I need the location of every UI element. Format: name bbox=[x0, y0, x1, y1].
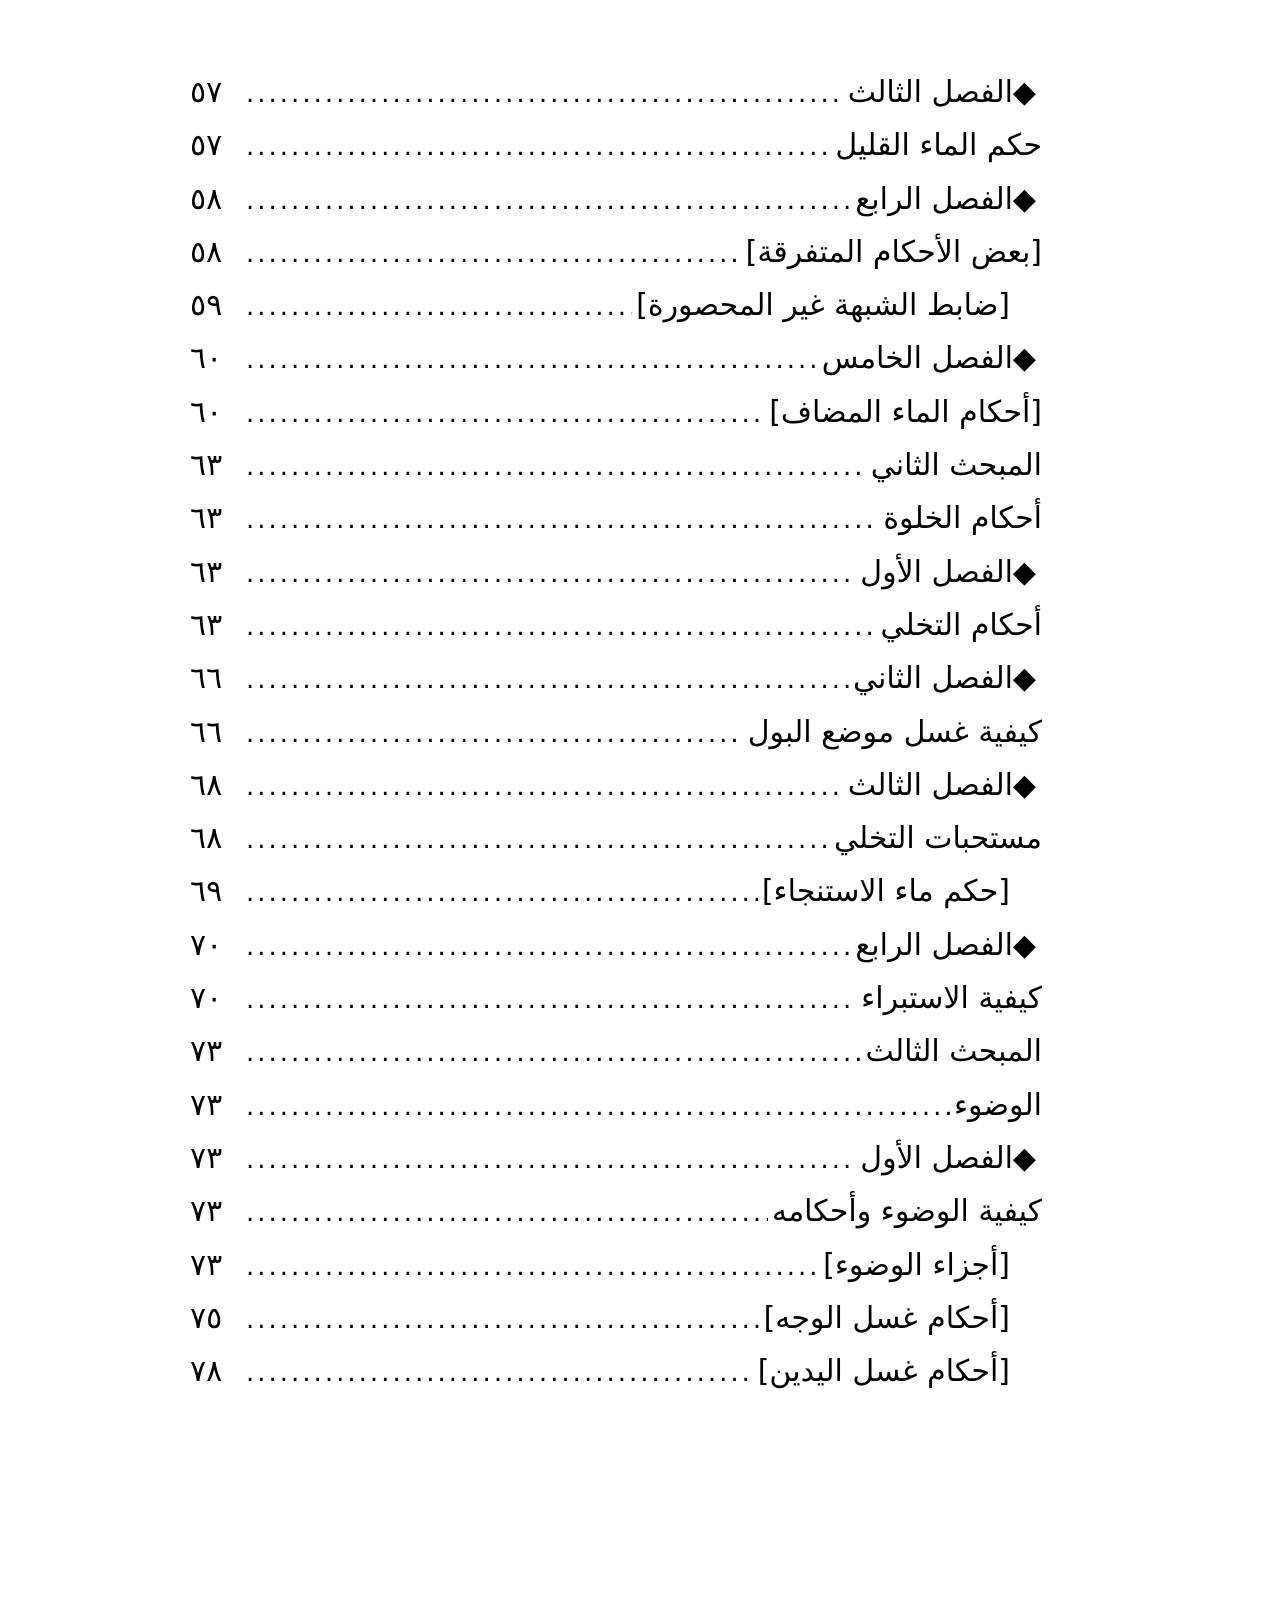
dot-leader bbox=[246, 68, 844, 121]
toc-entry bbox=[190, 386, 1042, 439]
dot-leader bbox=[246, 974, 857, 1027]
dot-leader bbox=[246, 921, 851, 974]
toc-entry bbox=[190, 706, 1042, 759]
toc-entry-page: ٥٧ bbox=[190, 128, 223, 164]
toc-entry-page: ٧٣ bbox=[190, 1194, 223, 1230]
toc-entry-page: ٦٦ bbox=[190, 661, 223, 697]
toc-entry-page: ٧٣ bbox=[190, 1247, 223, 1283]
dot-leader bbox=[246, 1187, 768, 1240]
toc-entry-title: ◆الفصل الخامس bbox=[821, 341, 1036, 377]
toc-entry bbox=[190, 1079, 1042, 1132]
dot-leader bbox=[246, 121, 831, 174]
toc-entry bbox=[190, 865, 1042, 918]
toc-entry bbox=[190, 1025, 1042, 1078]
toc-entry bbox=[190, 173, 1042, 226]
toc-entry-title: الوضوء bbox=[953, 1087, 1042, 1123]
toc-entry-title: ◆الفصل الأول bbox=[860, 554, 1036, 590]
toc-entry-page: ٧٨ bbox=[190, 1354, 223, 1390]
toc-entry bbox=[190, 1292, 1042, 1345]
toc-entry-page: ٧٣ bbox=[190, 1140, 223, 1176]
toc-entry-page: ٦٩ bbox=[190, 874, 223, 910]
toc-entry-title: ◆الفصل الثاني bbox=[852, 661, 1036, 697]
toc-entry-title: ◆الفصل الرابع bbox=[855, 927, 1036, 963]
dot-leader bbox=[246, 761, 844, 814]
toc-entry bbox=[190, 279, 1042, 332]
toc-entry-page: ٦٨ bbox=[190, 767, 223, 803]
dot-leader bbox=[246, 1081, 950, 1134]
dot-leader bbox=[246, 228, 742, 281]
toc-entry-title: مستحبات التخلي bbox=[833, 821, 1042, 857]
toc-entry-title: [أحكام غسل الوجه] bbox=[763, 1300, 1010, 1336]
toc-entry-title: أحكام الخلوة bbox=[883, 501, 1042, 537]
dot-leader bbox=[246, 1294, 760, 1347]
toc-entry-title: كيفية الاستبراء bbox=[861, 981, 1042, 1017]
toc-entry bbox=[190, 652, 1042, 705]
toc-entry bbox=[190, 972, 1042, 1025]
toc-entry-page: ٦٨ bbox=[190, 821, 223, 857]
toc-entry-page: ٦٠ bbox=[190, 341, 223, 377]
dot-leader bbox=[246, 708, 744, 761]
toc-entry-page: ٦٣ bbox=[190, 501, 223, 537]
toc-entry-page: ٦٣ bbox=[190, 607, 223, 643]
dot-leader bbox=[246, 281, 632, 334]
toc-entry bbox=[190, 1345, 1042, 1398]
toc-entry-page: ٧٠ bbox=[190, 927, 223, 963]
dot-leader bbox=[246, 334, 818, 387]
toc-entry bbox=[190, 919, 1042, 972]
toc-entry bbox=[190, 332, 1042, 385]
toc-entry bbox=[190, 119, 1042, 172]
toc-entry-title: ◆الفصل الرابع bbox=[855, 181, 1036, 217]
dot-leader bbox=[246, 388, 765, 441]
toc-entry-title: [حكم ماء الاستنجاء] bbox=[761, 874, 1010, 910]
toc-entry-title: حكم الماء القليل bbox=[835, 128, 1042, 164]
toc-entry-page: ٧٥ bbox=[190, 1300, 223, 1336]
toc-entry bbox=[190, 1239, 1042, 1292]
dot-leader bbox=[246, 814, 830, 867]
toc-entry-title: ◆الفصل الثالث bbox=[847, 75, 1036, 110]
toc-entry-title: [أحكام الماء المضاف] bbox=[769, 394, 1042, 430]
toc-entry bbox=[190, 812, 1042, 865]
toc-entry-title: ◆الفصل الأول bbox=[860, 1140, 1036, 1176]
toc-entry bbox=[190, 439, 1042, 492]
dot-leader bbox=[246, 1347, 754, 1400]
dot-leader bbox=[246, 441, 867, 494]
toc-entry-page: ٥٨ bbox=[190, 181, 223, 217]
toc-entry bbox=[190, 1132, 1042, 1185]
toc-entry-title: [ضابط الشبهة غير المحصورة] bbox=[636, 288, 1010, 324]
toc-entry bbox=[190, 66, 1042, 119]
table-of-contents bbox=[190, 66, 1042, 1398]
dot-leader bbox=[246, 548, 856, 601]
dot-leader bbox=[246, 1134, 856, 1187]
toc-entry bbox=[190, 1185, 1042, 1238]
toc-entry bbox=[190, 759, 1042, 812]
toc-entry-title: [أحكام غسل اليدين] bbox=[757, 1354, 1010, 1390]
toc-entry-title: أحكام التخلي bbox=[880, 607, 1042, 643]
toc-entry-page: ٥٩ bbox=[190, 288, 223, 324]
toc-entry bbox=[190, 546, 1042, 599]
toc-entry bbox=[190, 492, 1042, 545]
toc-entry-page: ٥٨ bbox=[190, 234, 223, 270]
toc-entry-page: ٧٣ bbox=[190, 1034, 223, 1070]
dot-leader bbox=[246, 1027, 862, 1080]
dot-leader bbox=[246, 494, 879, 547]
toc-entry-title: المبحث الثاني bbox=[870, 448, 1042, 484]
toc-entry-page: ٧٠ bbox=[190, 981, 223, 1017]
toc-entry-page: ٦٠ bbox=[190, 394, 223, 430]
dot-leader bbox=[246, 1241, 819, 1294]
toc-entry-title: [بعض الأحكام المتفرقة] bbox=[745, 234, 1042, 270]
toc-entry-title: ◆الفصل الثالث bbox=[847, 767, 1036, 803]
toc-entry bbox=[190, 599, 1042, 652]
toc-entry-title: كيفية غسل موضع البول bbox=[747, 714, 1042, 750]
dot-leader bbox=[246, 601, 876, 654]
toc-entry-page: ٦٣ bbox=[190, 554, 223, 590]
toc-entry-page: ٧٣ bbox=[190, 1087, 223, 1123]
toc-entry-page: ٦٣ bbox=[190, 448, 223, 484]
toc-entry-title: [أجزاء الوضوء] bbox=[823, 1247, 1010, 1283]
dot-leader bbox=[246, 867, 758, 920]
toc-entry bbox=[190, 226, 1042, 279]
toc-entry-page: ٥٧ bbox=[190, 75, 223, 110]
toc-entry-title: كيفية الوضوء وأحكامه bbox=[772, 1194, 1042, 1230]
dot-leader bbox=[246, 654, 849, 707]
toc-entry-page: ٦٦ bbox=[190, 714, 223, 750]
dot-leader bbox=[246, 175, 851, 228]
toc-entry-title: المبحث الثالث bbox=[865, 1034, 1042, 1070]
